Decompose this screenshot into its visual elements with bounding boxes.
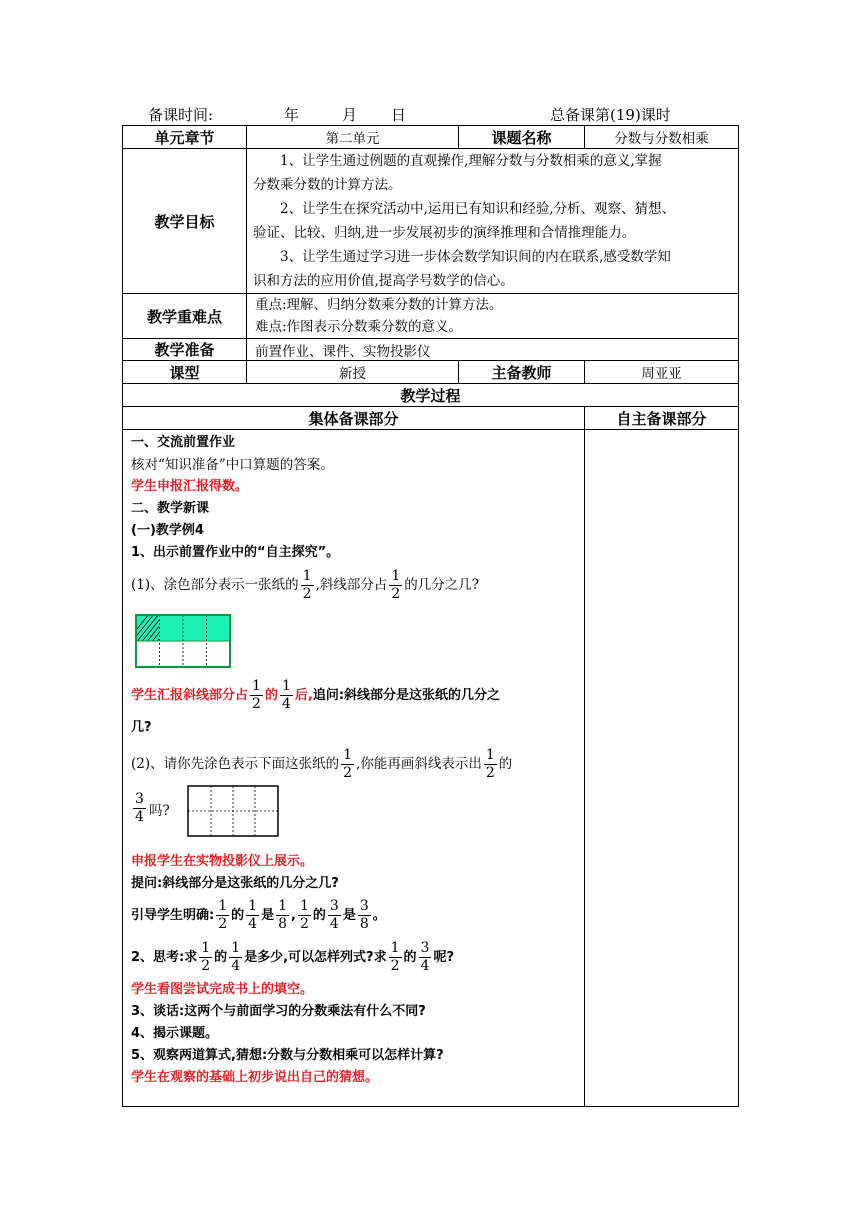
self-prep-heading: 自主备课部分: [585, 407, 739, 430]
item-line: 3、谈话:这两个与前面学习的分数乘法有什么不同?: [131, 1004, 426, 1019]
fraction: $\frac{1}{2}$: [485, 747, 495, 781]
goals-text: [247, 149, 739, 294]
fraction: $\frac{1}{2}$: [343, 747, 353, 781]
goal-line: 识和方法的应用价值,提高学号数学的信心。: [253, 273, 514, 289]
section-title: 二、教学新课: [131, 501, 210, 516]
question-2: (2)、请你先涂色表示下面这张纸的 $\frac{1}{2}$ ,你能再画斜线表示出 $\frac{1}{2}$ 的: [131, 747, 513, 781]
teacher-label: 主备教师: [459, 361, 585, 384]
fraction: $\frac{1}{2}$: [299, 898, 309, 932]
student-report-line: 学生汇报斜线部分占 $\frac{1}{2}$ 的 $\frac{1}{4}$ 后,追问:斜线部分是这张纸的几分之: [131, 678, 501, 712]
keypoint-text: [247, 294, 739, 339]
goal-line: 1、让学生通过例题的直观操作,理解分数与分数相乘的意义,掌握: [280, 153, 662, 169]
page-header: [148, 104, 738, 124]
year-label: 年: [284, 106, 300, 124]
self-prep-content: [585, 430, 739, 1107]
fraction: $\frac{1}{2}$: [391, 568, 401, 602]
paper-figure-2: [187, 785, 279, 837]
difficult-point: 难点:作图表示分数乘分数的意义。: [255, 319, 463, 335]
day-label: 日: [391, 106, 407, 124]
type-value: 新授: [247, 361, 459, 384]
item-line: 4、揭示课题。: [131, 1026, 219, 1041]
fraction: $\frac{1}{2}$: [252, 678, 261, 712]
red-note: 学生在观察的基础上初步说出自己的猜想。: [131, 1070, 379, 1085]
guide-line: 引导学生明确: $\frac{1}{2}$ 的 $\frac{1}{4}$ 是 $\frac{1}{8}$ , $\frac{1}{2}$ 的 $\frac{3}{4}$ 是 $\frac{3}{8}$ 。: [131, 898, 386, 932]
month-label: 月: [342, 106, 358, 124]
red-note: 学生申报汇报得数。: [131, 479, 249, 494]
fraction: $\frac{1}{4}$: [248, 898, 258, 932]
question-1: (1)、涂色部分表示一张纸的 $\frac{1}{2}$ ,斜线部分占 $\frac{1}{2}$ 的几分之几?: [131, 568, 480, 602]
text-line: 核对“知识准备”中口算题的答案。: [131, 457, 334, 473]
section-title: 一、交流前置作业: [131, 435, 236, 450]
fraction: $\frac{1}{4}$: [281, 678, 291, 712]
goal-line: 分数乘分数的计算方法。: [253, 177, 402, 193]
fraction: $\frac{1}{2}$: [218, 898, 228, 932]
item-line: 5、观察两道算式,猜想:分数与分数相乘可以怎样计算?: [131, 1048, 444, 1063]
figure-1-wrap: [131, 606, 576, 674]
figure-2-wrap: $\frac{3}{4}$ 吗?: [131, 785, 576, 841]
group-prep-heading: 集体备课部分: [123, 407, 585, 430]
group-prep-content: [123, 430, 585, 1107]
fraction: $\frac{3}{8}$: [359, 898, 369, 932]
fraction: $\frac{1}{2}$: [390, 940, 400, 974]
red-note: 申报学生在实物投影仪上展示。: [131, 854, 314, 869]
type-label: 课型: [123, 361, 247, 384]
goal-line: 2、让学生在探究活动中,运用已有知识和经验,分析、观察、猜想、: [280, 201, 676, 217]
lesson-plan-table: [122, 125, 739, 1107]
keypoint-label: 教学重难点: [123, 294, 247, 339]
goal-line: 验证、比较、归纳,进一步发展初步的演绎推理和合情推理能力。: [253, 225, 636, 241]
item-line: 1、出示前置作业中的“自主探究”。: [131, 545, 340, 560]
key-point: 重点:理解、归纳分数乘分数的计算方法。: [255, 297, 503, 313]
lesson-total: 总备课第(19)课时: [550, 106, 671, 124]
paper-figure-1: [135, 614, 231, 668]
fraction: $\frac{1}{2}$: [201, 940, 211, 974]
think-line: 2、思考:求 $\frac{1}{2}$ 的 $\frac{1}{4}$ 是多少,可以怎样列式?求 $\frac{1}{2}$ 的 $\frac{3}{4}$ 呢?: [131, 940, 454, 974]
fraction: $\frac{3}{4}$: [420, 940, 430, 974]
prep-value: 前置作业、课件、实物投影仪: [247, 339, 739, 361]
fraction: $\frac{1}{8}$: [278, 898, 287, 932]
text-line: 几?: [131, 720, 152, 735]
fraction: $\frac{3}{4}$: [329, 898, 339, 932]
goal-line: 3、让学生通过学习进一步体会数学知识间的内在联系,感受数学知: [280, 249, 671, 265]
topic-value: 分数与分数相乘: [585, 126, 739, 149]
process-heading: 教学过程: [123, 384, 739, 407]
teacher-value: 周亚亚: [585, 361, 739, 384]
fraction: $\frac{3}{4}$: [135, 791, 144, 825]
unit-label: 单元章节: [123, 126, 247, 149]
topic-label: 课题名称: [459, 126, 585, 149]
prep-label: 教学准备: [123, 339, 247, 361]
unit-value: 第二单元: [247, 126, 459, 149]
fraction: $\frac{1}{2}$: [302, 568, 312, 602]
red-note: 学生看图尝试完成书上的填空。: [131, 982, 314, 997]
subsection-title: (一)教学例4: [131, 523, 204, 538]
fraction: $\frac{1}{4}$: [231, 940, 241, 974]
prep-time-label: 备课时间:: [148, 106, 214, 124]
goals-label: 教学目标: [123, 149, 247, 294]
text-line: 提问:斜线部分是这张纸的几分之几?: [131, 876, 339, 891]
